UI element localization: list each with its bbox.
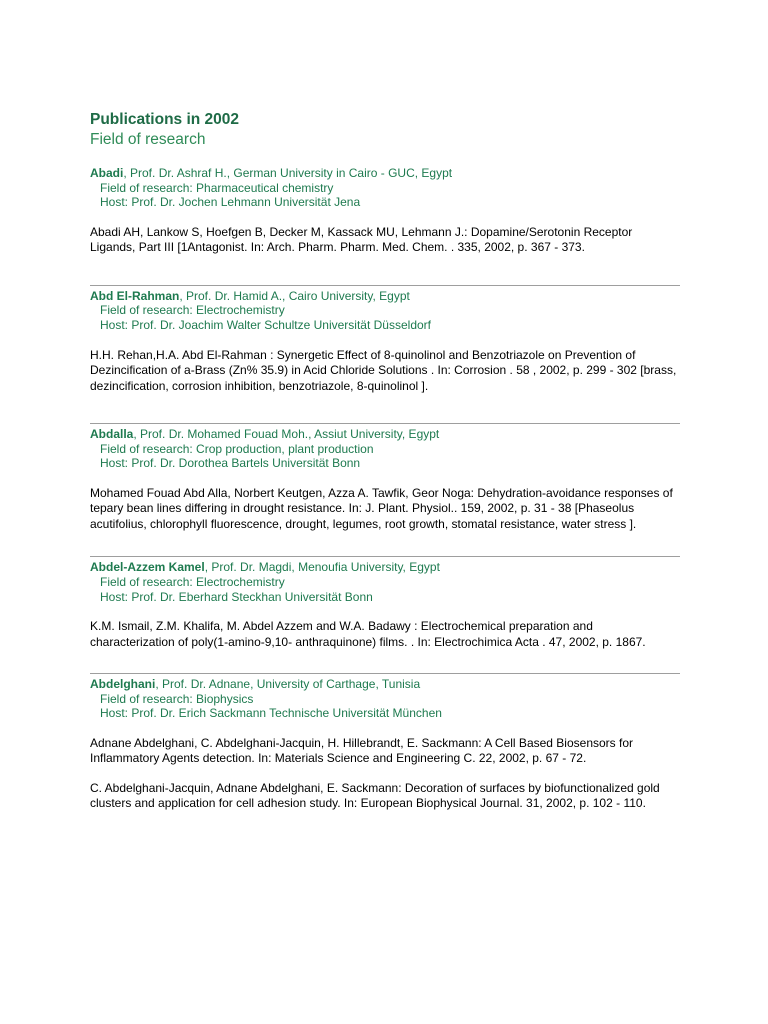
publication: Adnane Abdelghani, C. Abdelghani-Jacquin, H. Hillebrandt, E. Sackmann: A Cell Based Biosensors for Inflammatory Agents detection. In: Materials Science and Engineering C. 22, 2002, p. 67 - 72. <box>90 735 633 766</box>
host: Host: Prof. Dr. Jochen Lehmann Universität Jena <box>100 195 361 210</box>
researcher-details: , Prof. Dr. Ashraf H., German University in Cairo - GUC, Egypt <box>123 166 453 180</box>
page-subtitle: Field of research <box>90 131 206 148</box>
publication: C. Abdelghani-Jacquin, Adnane Abdelghani, E. Sackmann: Decoration of surfaces by biofunctionalized gold clusters and application for cell adhesion study. In: European Biophysical Journal. 31, 2002, p. 102 - 110. <box>90 780 660 811</box>
publication-list <box>90 110 680 812</box>
researcher-entry <box>90 560 680 650</box>
researcher-entry <box>90 677 680 812</box>
researcher-line <box>90 677 680 692</box>
researcher-line <box>90 289 680 304</box>
researcher-details: , Prof. Dr. Hamid A., Cairo University, Egypt <box>179 288 410 303</box>
researcher-entry <box>90 166 680 256</box>
researcher-details: , Prof. Dr. Mohamed Fouad Moh., Assiut University, Egypt <box>133 427 440 442</box>
researcher-entry <box>90 289 680 394</box>
field-of-research: Field of research: Pharmaceutical chemistry <box>100 180 334 195</box>
researcher-name: Abdel-Azzem Kamel <box>90 560 205 575</box>
researcher-header <box>90 560 680 604</box>
publication: Abadi AH, Lankow S, Hoefgen B, Decker M, Kassack MU, Lehmann J.: Dopamine/Serotonin Receptor Ligands, Part III [1Antagonist. In: Arch. Pharm. Pharm. Med. Chem. . 335, 2002, p. 367 - 373. <box>90 224 633 255</box>
researcher-line <box>90 427 680 442</box>
researcher-line <box>90 166 680 181</box>
publication: Mohamed Fouad Abd Alla, Norbert Keutgen, Azza A. Tawfik, Geor Noga: Dehydration-avoidance responses of tepary bean lines differing in drought resistance. In: J. Plant. Physiol.. 159, 2002, p. 31 - 38 [Phaseolus acutifolius, chlorophyll fluorescence, drought, legumes, root growth, stomatal resistance, water stress ]. <box>90 485 673 531</box>
researcher-name: Abadi <box>90 166 124 180</box>
researcher-entry <box>90 427 680 532</box>
researcher-header <box>90 166 680 210</box>
researcher-name: Abdalla <box>90 427 134 442</box>
page-title: Publications in 2002 <box>90 111 240 128</box>
host: Host: Prof. Dr. Erich Sackmann Technische Universität München <box>100 706 442 721</box>
entry-divider <box>90 423 680 424</box>
researcher-header <box>90 289 680 333</box>
researcher-header <box>90 677 680 721</box>
field-of-research: Field of research: Electrochemistry <box>100 574 285 589</box>
researcher-line <box>90 560 680 575</box>
researcher-name: Abdelghani <box>90 677 156 692</box>
field-of-research: Field of research: Crop production, plant production <box>100 441 374 456</box>
researcher-details: , Prof. Dr. Adnane, University of Carthage, Tunisia <box>155 677 421 692</box>
entry-divider <box>90 285 680 286</box>
researcher-name: Abd El-Rahman <box>90 288 180 303</box>
entry-divider <box>90 673 680 674</box>
field-of-research: Field of research: Biophysics <box>100 691 254 706</box>
researcher-header <box>90 427 680 471</box>
publication: K.M. Ismail, Z.M. Khalifa, M. Abdel Azzem and W.A. Badawy : Electrochemical preparation and characterization of poly(1-amino-9,10- anthraquinone) films. . In: Electrochimica Acta . 47, 2002, p. 1867. <box>90 619 646 649</box>
field-of-research: Field of research: Electrochemistry <box>100 303 285 318</box>
researcher-details: , Prof. Dr. Magdi, Menoufia University, Egypt <box>204 560 440 575</box>
publication: H.H. Rehan,H.A. Abd El-Rahman : Synergetic Effect of 8-quinolinol and Benzotriazole on Prevention of Dezincification of a-Brass (Zn% 35.9) in Acid Chloride Solutions . In: Corrosion . 58 , 2002, p. 299 - 302 [brass, dezincification, corrosion inhibition, benzotriazole, 8-quinolinol ]. <box>90 347 677 393</box>
host: Host: Prof. Dr. Joachim Walter Schultze Universität Düsseldorf <box>100 317 431 332</box>
entry-divider <box>90 556 680 557</box>
host: Host: Prof. Dr. Dorothea Bartels Universität Bonn <box>100 456 361 471</box>
host: Host: Prof. Dr. Eberhard Steckhan Universität Bonn <box>100 589 373 604</box>
